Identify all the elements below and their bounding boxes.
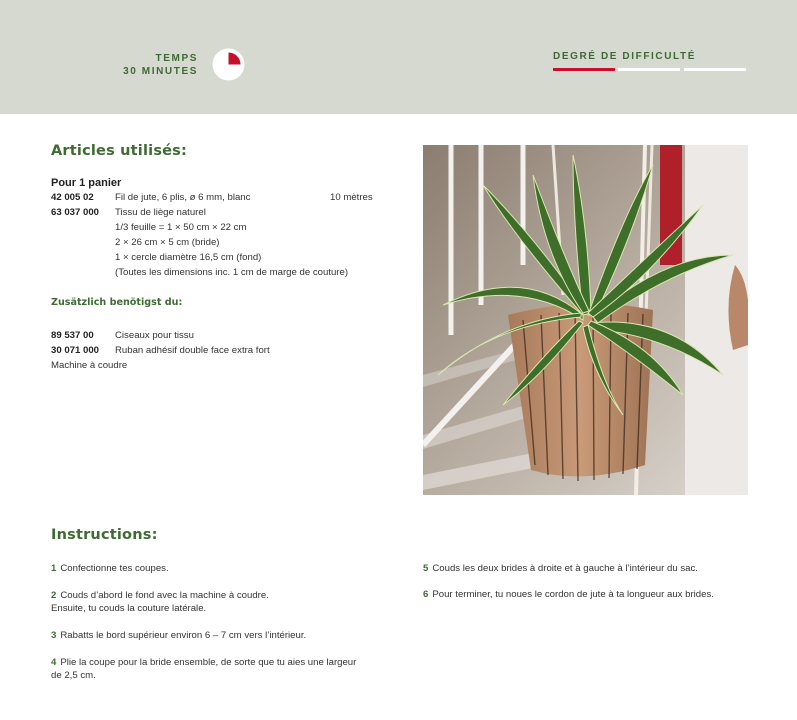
article-quantity: 10 mètres bbox=[330, 192, 373, 203]
step-text: Couds d’abord le fond avec la machine à coudre. bbox=[60, 590, 269, 601]
materials-title: Articles utilisés: bbox=[51, 143, 188, 159]
time-block bbox=[100, 52, 198, 78]
instruction-step-3 bbox=[51, 629, 306, 642]
clock-icon bbox=[212, 48, 245, 81]
extra-material-plain: Machine à coudre bbox=[51, 360, 128, 371]
step-text: Plie la coupe pour la bride ensemble, de sorte que tu aies une largeur bbox=[60, 657, 357, 668]
material-row bbox=[51, 190, 391, 205]
article-code: 42 005 02 bbox=[51, 192, 94, 203]
materials-subhead: Pour 1 panier bbox=[51, 177, 122, 189]
step-text: de 2,5 cm. bbox=[51, 670, 96, 681]
difficulty-label: DEGRÉ DE DIFFICULTÉ bbox=[553, 51, 696, 62]
material-row bbox=[51, 220, 391, 235]
plant-basket-illustration bbox=[423, 145, 748, 495]
article-description: Fil de jute, 6 plis, ø 6 mm, blanc bbox=[115, 192, 251, 203]
article-description: 2 × 26 cm × 5 cm (bride) bbox=[115, 237, 220, 248]
article-code: 63 037 000 bbox=[51, 207, 100, 218]
extra-materials-heading: Zusätzlich benötigst du: bbox=[51, 297, 183, 308]
materials-list bbox=[51, 176, 391, 280]
step-text: Rabatts le bord supérieur environ 6 – 7 cm vers l’intérieur. bbox=[60, 630, 307, 641]
article-code: 89 537 00 bbox=[51, 330, 94, 341]
material-row bbox=[51, 235, 391, 250]
step-text: Confectionne tes coupes. bbox=[60, 563, 169, 574]
step-number: 5 bbox=[423, 563, 429, 574]
article-description: 1/3 feuille = 1 × 50 cm × 22 cm bbox=[115, 222, 247, 233]
article-description: (Toutes les dimensions inc. 1 cm de marge de couture) bbox=[115, 267, 349, 278]
step-text: Pour terminer, tu noues le cordon de jute à ta longueur aux brides. bbox=[432, 589, 714, 600]
material-row bbox=[51, 265, 391, 280]
time-value: 30 MINUTES bbox=[123, 66, 198, 77]
extra-materials-list bbox=[51, 328, 391, 373]
difficulty-bar-1 bbox=[553, 68, 615, 71]
instruction-step-2 bbox=[51, 589, 269, 615]
header-band bbox=[0, 0, 797, 114]
article-description: Ruban adhésif double face extra fort bbox=[115, 345, 270, 356]
step-number: 6 bbox=[423, 589, 429, 600]
material-row bbox=[51, 205, 391, 220]
instructions-title: Instructions: bbox=[51, 527, 158, 543]
article-description: Tissu de liège naturel bbox=[115, 207, 206, 218]
step-number: 1 bbox=[51, 563, 57, 574]
article-code: 30 071 000 bbox=[51, 345, 100, 356]
instruction-step-5 bbox=[423, 562, 698, 575]
step-text: Couds les deux brides à droite et à gauche à l’intérieur du sac. bbox=[432, 563, 698, 574]
material-row bbox=[51, 343, 391, 358]
step-number: 4 bbox=[51, 657, 57, 668]
instruction-step-6 bbox=[423, 588, 714, 601]
product-photo bbox=[423, 145, 748, 495]
difficulty-bar-2 bbox=[618, 68, 680, 71]
article-description: Ciseaux pour tissu bbox=[115, 330, 194, 341]
instruction-step-4 bbox=[51, 656, 356, 682]
time-label: TEMPS bbox=[155, 53, 198, 64]
material-row bbox=[51, 328, 391, 343]
difficulty-meter bbox=[553, 68, 747, 71]
article-description: 1 × cercle diamètre 16,5 cm (fond) bbox=[115, 252, 262, 263]
material-row bbox=[51, 250, 391, 265]
difficulty-bar-3 bbox=[684, 68, 746, 71]
step-text: Ensuite, tu couds la couture latérale. bbox=[51, 603, 207, 614]
instruction-step-1 bbox=[51, 562, 169, 575]
step-number: 2 bbox=[51, 590, 57, 601]
step-number: 3 bbox=[51, 630, 57, 641]
